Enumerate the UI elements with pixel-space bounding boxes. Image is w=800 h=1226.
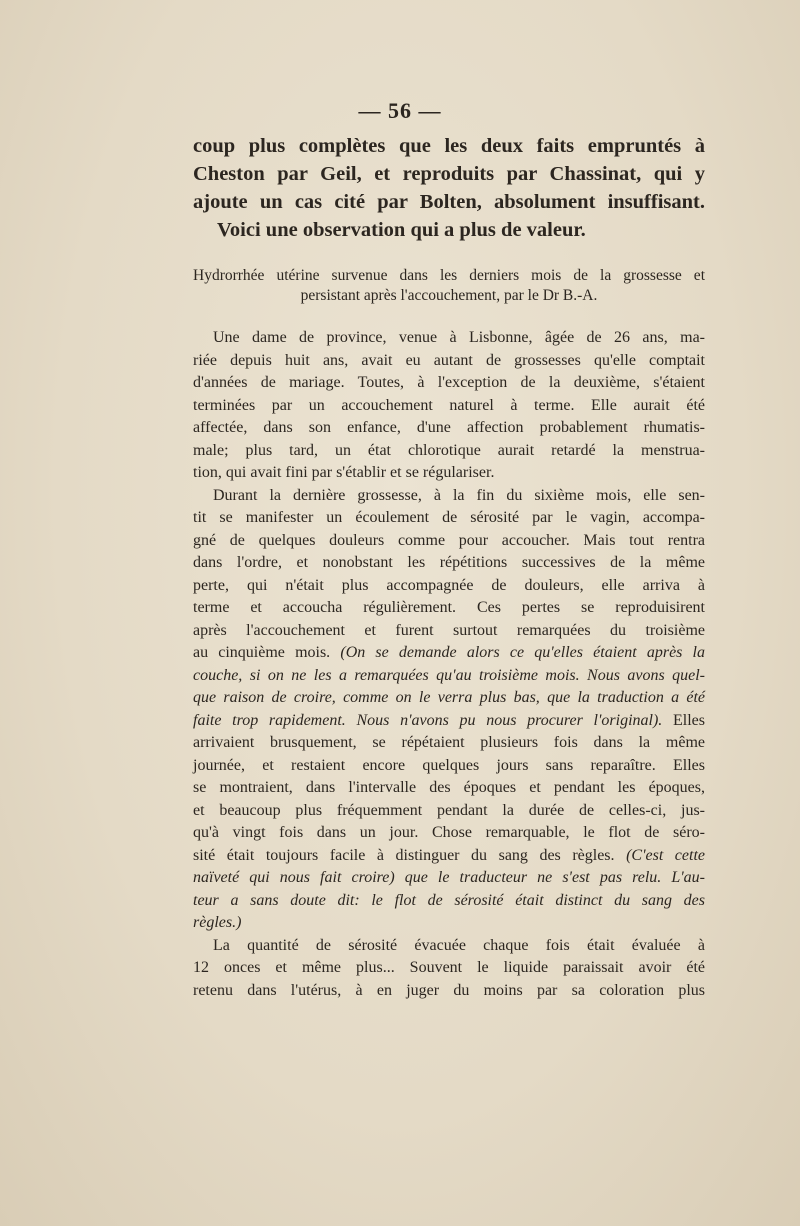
editor-note-line: règles.)	[193, 914, 242, 931]
editor-note: faite trop rapidement. Nous n'avons pu nous procurer l'original).	[193, 711, 663, 729]
editor-note: (C'est cette	[626, 846, 706, 864]
body-line: terminées par un accouchement naturel à terme. Elle aurait été	[193, 396, 705, 414]
lead-line: ajoute un cas cité par Bolten, absolument insuffisant.	[193, 191, 705, 213]
body-line: se montraient, dans l'intervalle des époques et pendant les époques,	[193, 779, 705, 796]
editor-note-line: que raison de croire, comme on le verra plus bas, que la traduction a été	[193, 689, 705, 706]
body-line	[193, 642, 705, 665]
body-line: terme et accoucha régulièrement. Ces pertes se reproduisirent	[193, 599, 705, 616]
body-line: 12 onces et même plus... Souvent le liquide paraissait avoir été	[193, 959, 705, 976]
body-line: tion, qui avait fini par s'établir et se régulariser.	[193, 464, 495, 481]
body-line: après l'accouchement et furent surtout remarquées du troisième	[193, 621, 705, 639]
heading-line: Hydrorrhée utérine survenue dans les derniers mois de la grossesse et	[193, 267, 705, 284]
body-segment: sité était toujours facile à distinguer du sang des règles.	[193, 846, 615, 864]
editor-note-line: naïveté qui nous fait croire) que le traducteur ne s'est pas relu. L'au-	[193, 869, 705, 886]
body-line: La quantité de sérosité évacuée chaque fois était évaluée à	[213, 936, 705, 954]
body-line: qu'à vingt fois dans un jour. Chose remarquable, le flot de séro-	[193, 824, 705, 841]
editor-note: (On se demande alors ce qu'elles étaient après la	[340, 644, 706, 661]
body-line: Une dame de province, venue à Lisbonne, âgée de 26 ans, ma-	[213, 329, 705, 346]
body-line: male; plus tard, un état chlorotique aurait retardé la menstrua-	[193, 441, 705, 459]
body-line: et beaucoup plus fréquemment pendant la durée de celles-ci, jus-	[193, 801, 705, 819]
body-segment: Elles	[673, 711, 706, 729]
lead-line: coup plus complètes que les deux faits empruntés à	[193, 135, 705, 157]
observation-heading	[193, 266, 705, 306]
editor-note-line: teur a sans doute dit: le flot de sérosité était distinct du sang des	[193, 891, 705, 909]
lead-line: Cheston par Geil, et reproduits par Chassinat, qui y	[193, 163, 705, 185]
body-line: affectée, dans son enfance, d'une affection probablement rhumatis-	[193, 419, 705, 436]
lead-paragraph	[193, 132, 705, 244]
observation-body	[193, 327, 705, 1002]
body-line: riée depuis huit ans, avait eu autant de grossesses qu'elle comptait	[193, 351, 705, 369]
body-line	[193, 710, 705, 733]
body-line: tit se manifester un écoulement de sérosité par le vagin, accompa-	[193, 509, 705, 526]
body-line: Durant la dernière grossesse, à la fin du sixième mois, elle sen-	[213, 486, 705, 504]
body-line: journée, et restaient encore quelques jours sans reparaître. Elles	[193, 756, 705, 774]
body-line	[193, 845, 705, 868]
body-line: perte, qui n'était plus accompagnée de douleurs, elle arriva à	[193, 576, 705, 594]
body-line: arrivaient brusquement, se répétaient plusieurs fois dans la même	[193, 734, 705, 751]
lead-line: Voici une observation qui a plus de valeur.	[217, 219, 586, 241]
body-segment: au cinquième mois.	[193, 644, 331, 661]
page-number: — 56 —	[358, 98, 442, 123]
editor-note-line: couche, si on ne les a remarquées qu'au troisième mois. Nous avons quel-	[193, 666, 705, 684]
heading-line: persistant après l'accouchement, par le Dr B.-A.	[300, 287, 598, 304]
body-line: retenu dans l'utérus, à en juger du moins par sa coloration plus	[193, 981, 705, 999]
body-line: dans l'ordre, et nonobstant les répétitions successives de la même	[193, 554, 705, 571]
body-line: gné de quelques douleurs comme pour accoucher. Mais tout rentra	[193, 531, 705, 549]
body-line: d'années de mariage. Toutes, à l'exception de la deuxième, s'étaient	[193, 374, 705, 391]
